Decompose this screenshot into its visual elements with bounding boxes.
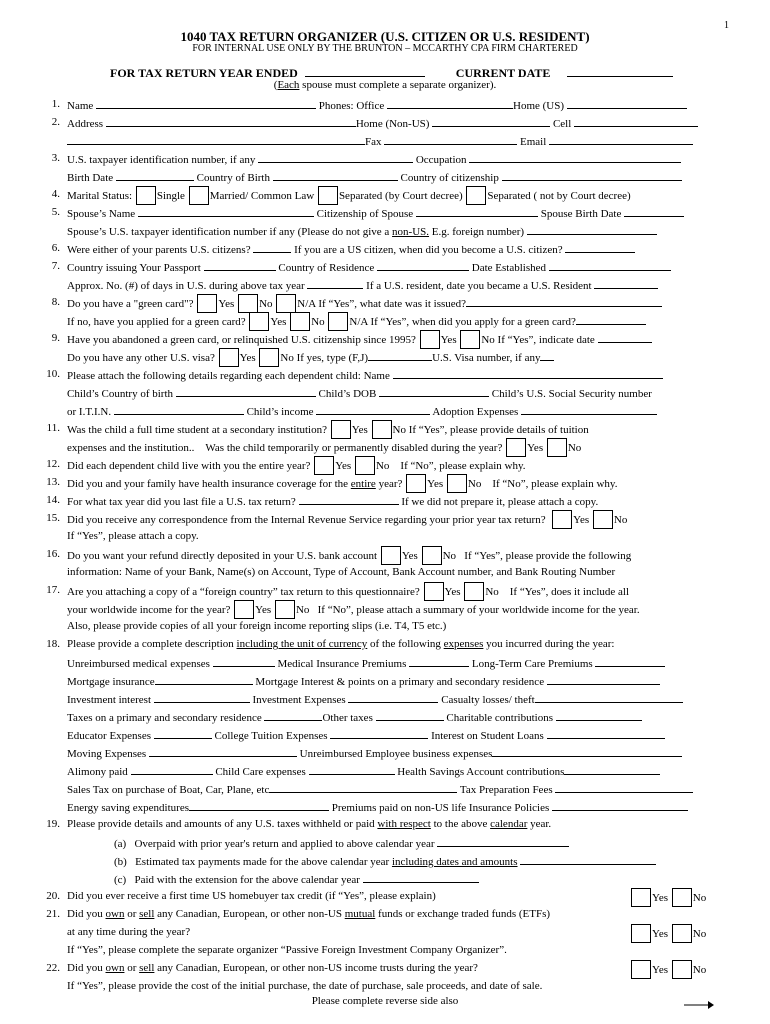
with-respect: with respect [377,818,431,830]
deposit-no-checkbox[interactable] [422,546,442,565]
green-card-yes-checkbox[interactable] [197,294,217,313]
q21-text-b: any Canadian, European, or other non-US [154,908,345,920]
sell-word: sell [139,962,155,974]
q15-num: 15. [46,512,60,524]
no-label: No [311,316,325,329]
no-label: No [259,298,273,311]
student-label: Was the child a full time student at a secondary institution? [67,424,327,437]
spouse-name-field[interactable] [138,205,314,217]
sales-tax-field[interactable] [269,781,457,793]
green-card-no-checkbox[interactable] [238,294,258,313]
energy-label: Energy saving expenditures [67,802,189,814]
expenses-intro: Please provide a complete description [67,638,237,650]
office-phone-field[interactable] [387,97,513,109]
alimony-label: Alimony paid [67,766,128,778]
issued-field[interactable] [466,295,662,307]
tuition-expenses-field[interactable] [330,727,428,739]
each-rest: spouse must complete a separate organizer). [299,79,497,91]
country-citizenship-label: Country of citizenship [400,172,499,184]
applied-na-checkbox[interactable] [328,312,348,331]
estimated-dates: including dates and amounts [391,856,518,868]
residence-label: Country of Residence [278,262,375,274]
cell-label: Cell [552,118,572,130]
spouse-birth-field[interactable] [624,205,684,217]
applied-yes-checkbox[interactable] [249,312,269,331]
na-label: N/A [297,298,316,311]
q22-num: 22. [46,962,60,974]
visa-number-field[interactable] [540,349,554,361]
separated-court-label: Separated (by Court decree) [338,190,463,203]
q12-num: 12. [46,458,60,470]
visa-type-label: No If yes, type (F,J) [280,352,369,365]
last-filed-field[interactable] [299,493,399,505]
abandoned-label: Have you abandoned a green card, or relinquished U.S. citizenship since 1995? [67,334,416,347]
child-country-field[interactable] [176,385,316,397]
adoption-field[interactable] [521,403,657,415]
q6-num: 6. [51,242,60,254]
child-income-label: Child’s income [246,406,314,418]
yes-label: Yes [652,964,669,977]
attach-copy-label: If we did not prepare it, please attach a copy. [401,496,599,508]
alimony-field[interactable] [131,763,213,775]
medical-label: Unreimbursed medical expenses [67,658,210,670]
worldwide-no-checkbox[interactable] [275,600,295,619]
foreign-include-label: If “Yes”, does it include all [509,586,630,599]
expenses-intro-mid: of the following [367,638,444,650]
fax-label: Fax [365,136,382,148]
child-name-field[interactable] [393,367,663,379]
each-note: (Each spouse must complete a separate organizer). [273,79,497,91]
q10-num: 10. [46,368,60,380]
q21-text-c: funds or exchange traded funds (ETFs) [375,908,551,920]
child-dob-label: Child’s DOB [318,388,377,400]
child-dob-field[interactable] [379,385,489,397]
abandoned-yes-checkbox[interactable] [420,330,440,349]
moving-label: Moving Expenses [67,748,147,760]
home-us-field[interactable] [567,97,687,109]
prep-fees-label: Tax Preparation Fees [459,784,553,796]
hsa-field[interactable] [564,763,660,775]
email-field[interactable] [549,133,693,145]
irs-yes-checkbox[interactable] [552,510,572,529]
no-label: No [692,928,707,941]
trusts-details-label: If “Yes”, please provide the cost of the initial purchase, the date of purchase, sale proceeds, and date of sale. [67,980,543,992]
med-insurance-label: Medical Insurance Premiums [277,658,407,670]
q7-num: 7. [51,260,60,272]
abandoned-date-field[interactable] [598,331,652,343]
property-taxes-label: Taxes on a primary and secondary residence [67,712,262,724]
q16-num: 16. [46,548,60,560]
q17-num: 17. [46,584,60,596]
married-label: Married/ Common Law [209,190,315,203]
other-taxes-field[interactable] [376,709,444,721]
no-label: No [613,514,628,527]
become-citizen-field[interactable] [565,241,635,253]
q19-num: 19. [46,818,60,830]
green-card-na-checkbox[interactable] [276,294,296,313]
sell-word: sell [139,908,155,920]
q21-text-a: Did you [67,908,106,920]
own-word: own [105,908,125,920]
irs-no-checkbox[interactable] [593,510,613,529]
yes-label: Yes [335,460,352,473]
q22-text-a: Did you [67,962,106,974]
q18-num: 18. [46,638,60,650]
residence-field[interactable] [377,259,469,271]
deposit-yes-checkbox[interactable] [381,546,401,565]
date-label: CURRENT DATE [455,66,551,80]
insurance-yes-checkbox[interactable] [406,474,426,493]
yes-label: Yes [427,478,444,491]
educator-label: Educator Expenses [67,730,151,742]
lived-yes-checkbox[interactable] [314,456,334,475]
spouse-birth-label: Spouse Birth Date [540,208,622,220]
expenses-intro-end: you incurred during the year: [483,638,615,650]
visa-label: Do you have any other U.S. visa? [67,352,215,365]
homebuyer-yes-checkbox[interactable] [631,888,651,907]
insurance-entire: entire [350,478,376,491]
q19c-label: (c) [114,874,127,886]
date-field[interactable] [567,66,673,77]
educator-field[interactable] [154,727,212,739]
yes-label: Yes [573,514,590,527]
taxes-withheld-mid: to the above [430,818,491,830]
q13-num: 13. [46,476,60,488]
yes-label: Yes [239,352,256,365]
student-no-label: No If “Yes”, please provide details of tuition [392,424,589,437]
energy-field[interactable] [189,799,329,811]
or-word: or [124,962,140,974]
student-loans-field[interactable] [547,727,665,739]
expenses-currency: including the unit of currency [236,638,368,650]
spouse-citizenship-label: Citizenship of Spouse [316,208,414,220]
yes-label: Yes [401,550,418,563]
country-birth-label: Country of Birth [196,172,270,184]
employee-business-label: Unreimbursed Employee business expenses [299,748,493,760]
disabled-yes-checkbox[interactable] [506,438,526,457]
parents-citizens-label: Were either of your parents U.S. citizens? [67,244,251,256]
or-word: or [124,908,140,920]
q19a-label: (a) [114,838,127,850]
cell-field[interactable] [574,115,698,127]
casualty-field[interactable] [535,691,683,703]
phones-office-label: Phones: Office [318,100,385,112]
birth-date-field[interactable] [116,169,194,181]
lived-label: Did each dependent child live with you the entire year? [67,460,311,473]
no-label: No [295,604,310,617]
separated-not-checkbox[interactable] [466,186,486,205]
charitable-label: Charitable contributions [446,712,553,724]
insurance-label-end: year? [375,478,403,491]
adoption-label: Adoption Expenses [432,406,519,418]
yes-label: Yes [652,892,669,905]
days-label: Approx. No. (#) of days in U.S. during above tax year [67,280,305,292]
trusts-no-checkbox[interactable] [672,960,692,979]
irs-attach-label: If “Yes”, please attach a copy. [67,530,199,542]
trusts-yes-checkbox[interactable] [631,960,651,979]
moving-field[interactable] [149,745,297,757]
life-insurance-field[interactable] [552,799,688,811]
parents-citizens-field[interactable] [253,241,291,253]
deposit-label: Do you want your refund directly deposited in your U.S. bank account [67,550,378,563]
birth-date-label: Birth Date [67,172,114,184]
date-established-label: Date Established [471,262,547,274]
visa-yes-checkbox[interactable] [219,348,239,367]
q2-num: 2. [51,116,60,128]
home-non-us-field[interactable] [432,115,550,127]
charitable-field[interactable] [556,709,642,721]
ltc-field[interactable] [595,655,665,667]
no-label: No [567,442,582,455]
days-field[interactable] [307,277,363,289]
foreign-yes-checkbox[interactable] [424,582,444,601]
spouse-tin-non-us: non-US. [392,226,430,238]
apply-date-label: If “Yes”, when did you apply for a green card? [370,316,576,329]
applied-label: If no, have you applied for a green card? [67,316,246,329]
expenses-word: expenses [443,638,484,650]
hsa-label: Health Savings Account contributions [397,766,565,778]
mortgage-interest-field[interactable] [547,673,660,685]
deposit-provide-label: If “Yes”, please provide the following [464,550,632,563]
visa-type-field[interactable] [368,349,432,361]
child-care-field[interactable] [309,763,395,775]
investment-expenses-field[interactable] [348,691,438,703]
separated-not-label: Separated ( not by Court decree) [487,190,631,203]
prep-fees-field[interactable] [555,781,693,793]
funds-yes-checkbox[interactable] [631,924,651,943]
applied-no-checkbox[interactable] [290,312,310,331]
itin-field[interactable] [114,403,244,415]
spouse-citizenship-field[interactable] [416,205,538,217]
mortgage-insurance-field[interactable] [155,673,253,685]
other-taxes-label: Other taxes [322,712,373,724]
disabled-no-checkbox[interactable] [547,438,567,457]
own-word: own [105,962,125,974]
address-label: Address [67,118,104,130]
student-loans-label: Interest on Student Loans [431,730,544,742]
yes-label: Yes [351,424,368,437]
life-insurance-label: Premiums paid on non-US life Insurance Policies [331,802,550,814]
medical-field[interactable] [213,655,275,667]
q4-num: 4. [51,188,60,200]
funds-no-checkbox[interactable] [672,924,692,943]
child-care-label: Child Care expenses [215,766,306,778]
no-label: No [692,892,707,905]
q22-text-b: any Canadian, European, or other non-US income trusts during the year? [154,962,478,974]
form-subtitle: FOR INTERNAL USE ONLY BY THE BRUNTON – MCCARTHY CPA FIRM CHARTERED [192,43,578,54]
address-field-2[interactable] [67,133,365,145]
overpaid-label: Overpaid with prior year's return and applied to above calendar year [134,838,435,850]
extension-field[interactable] [363,871,479,883]
no-label: No [692,964,707,977]
student-yes-checkbox[interactable] [331,420,351,439]
mortgage-insurance-label: Mortgage insurance [67,676,155,688]
passport-field[interactable] [204,259,276,271]
foreign-return-label: Are you attaching a copy of a “foreign country” tax return to this questionnaire? [67,586,420,599]
passport-label: Country issuing Your Passport [67,262,201,274]
disabled-label: Was the child temporarily or permanently disabled during the year? [205,442,503,455]
visa-no-checkbox[interactable] [259,348,279,367]
extension-label: Paid with the extension for the above calendar year [134,874,360,886]
child-country-label: Child’s Country of birth [67,388,174,400]
worldwide-label: your worldwide income for the year? [67,604,231,617]
yes-label: Yes [444,586,461,599]
year-field[interactable] [305,66,425,77]
q20-num: 20. [46,890,60,902]
yes-label: Yes [270,316,287,329]
lived-explain-label: If “No”, please explain why. [400,460,526,473]
taxes-withheld-end: year. [527,818,552,830]
worldwide-summary-label: If “No”, please attach a summary of your worldwide income for the year. [317,604,640,617]
yes-label: Yes [527,442,544,455]
tuition-expenses-label: College Tuition Expenses [214,730,328,742]
name-field[interactable] [96,97,316,109]
last-filed-label: For what tax year did you last file a U.S. tax return? [67,496,296,508]
resident-date-field[interactable] [594,277,658,289]
each-word: Each [277,79,300,91]
q1-num: 1. [51,98,60,110]
visa-number-label: U.S. Visa number, if any [432,352,541,365]
no-label: No [485,586,499,599]
tin-field[interactable] [258,151,413,163]
yes-label: Yes [218,298,235,311]
yes-label: Yes [652,928,669,941]
apply-date-field[interactable] [576,313,646,325]
worldwide-yes-checkbox[interactable] [234,600,254,619]
employee-business-field[interactable] [492,745,682,757]
yes-label: Yes [255,604,272,617]
abandoned-no-checkbox[interactable] [460,330,480,349]
property-taxes-field[interactable] [264,709,322,721]
q11-num: 11. [46,422,60,434]
spouse-tin-field[interactable] [527,223,657,235]
ltc-label: Long-Term Care Premiums [471,658,593,670]
mortgage-interest-label: Mortgage Interest & points on a primary and secondary residence [255,676,545,688]
right-arrow-icon [684,1000,714,1010]
itin-label: or I.T.I.N. [67,406,112,418]
fax-field[interactable] [384,133,517,145]
irs-correspondence-label: Did you receive any correspondence from the Internal Revenue Service regarding your prior year tax return? [67,514,546,527]
date-established-field[interactable] [549,259,671,271]
marital-label: Marital Status: [67,190,133,203]
spouse-tin-label: Spouse’s U.S. taxpayer identification number if any (Please do not give a [67,226,393,238]
home-us-label: Home (US) [513,100,565,112]
separated-court-checkbox[interactable] [318,186,338,205]
q14-num: 14. [46,494,60,506]
bank-info-label: information: Name of your Bank, Name(s) on Account, Type of Account, Bank Account number, and Bank Routing Number [67,566,616,578]
pfic-label: If “Yes”, please complete the separate organizer “Passive Foreign Investment Company Organizer”. [67,944,507,956]
occupation-label: Occupation [415,154,467,166]
student-no-checkbox[interactable] [372,420,392,439]
spouse-name-label: Spouse’s Name [67,208,136,220]
q5-num: 5. [51,206,60,218]
investment-expenses-label: Investment Expenses [252,694,346,706]
investment-interest-label: Investment interest [67,694,152,706]
taxes-withheld-label: Please provide details and amounts of any U.S. taxes withheld or paid [67,818,378,830]
child-ssn-label: Child’s U.S. Social Security number [491,388,652,400]
year-label: FOR TAX RETURN YEAR ENDED [110,66,298,80]
issued-label: If “Yes”, what date was it issued? [318,298,467,311]
resident-date-label: If a U.S. resident, date you became a U.S. Resident [366,280,592,292]
home-non-us-label: Home (Non-US) [355,118,430,130]
become-citizen-label: If you are a US citizen, when did you become a U.S. citizen? [294,244,563,256]
foreign-slips-label: Also, please provide copies of all your foreign income reporting slips (i.e. T4, T5 etc.) [67,620,447,632]
tuition-label: expenses and the institution.. [67,442,195,455]
country-birth-field[interactable] [273,169,398,181]
q19b-label: (b) [114,856,127,868]
page-number: 1 [724,20,729,31]
funds-time-label: at any time during the year? [67,926,191,938]
insurance-no-checkbox[interactable] [447,474,467,493]
q9-num: 9. [51,332,60,344]
calendar-word: calendar [490,818,528,830]
insurance-explain-label: If “No”, please explain why. [492,478,618,491]
no-label: No [467,478,482,491]
casualty-label: Casualty losses/ theft [441,694,535,706]
tin-label: U.S. taxpayer identification number, if any [67,154,256,166]
occupation-field[interactable] [469,151,681,163]
insurance-label: Did you and your family have health insurance coverage for the [67,478,351,491]
q21-num: 21. [46,908,60,920]
yes-label: Yes [440,334,457,347]
estimated-label: Estimated tax payments made for the above calendar year [135,856,392,868]
child-income-field[interactable] [316,403,430,415]
abandoned-no-label: No If “Yes”, indicate date [481,334,595,347]
q8-num: 8. [51,296,60,308]
married-checkbox[interactable] [189,186,209,205]
country-citizenship-field[interactable] [502,169,682,181]
spouse-tin-label-end: E.g. foreign number) [429,226,525,238]
homebuyer-no-checkbox[interactable] [672,888,692,907]
name-label: Name [67,100,94,112]
sales-tax-label: Sales Tax on purchase of Boat, Car, Plane, etc [67,784,270,796]
single-label: Single [156,190,185,203]
investment-interest-field[interactable] [154,691,250,703]
footer-note: Please complete reverse side also [311,995,459,1007]
mutual-word: mutual [344,908,376,920]
email-label: Email [520,136,547,148]
foreign-no-checkbox[interactable] [464,582,484,601]
no-label: No [375,460,390,473]
dependent-label: Please attach the following details regarding each dependent child: Name [67,370,390,382]
address-field[interactable] [106,115,356,127]
single-checkbox[interactable] [136,186,156,205]
lived-no-checkbox[interactable] [355,456,375,475]
estimated-field[interactable] [520,853,656,865]
form-title: 1040 TAX RETURN ORGANIZER (U.S. CITIZEN OR U.S. RESIDENT) [180,29,590,44]
overpaid-field[interactable] [437,835,569,847]
no-label: No [442,550,457,563]
green-card-label: Do you have a "green card"? [67,298,194,311]
q3-num: 3. [51,152,60,164]
homebuyer-label: Did you ever receive a first time US homebuyer tax credit (if “Yes”, please explain) [67,890,436,902]
med-insurance-field[interactable] [409,655,469,667]
na-label: N/A [349,316,368,329]
